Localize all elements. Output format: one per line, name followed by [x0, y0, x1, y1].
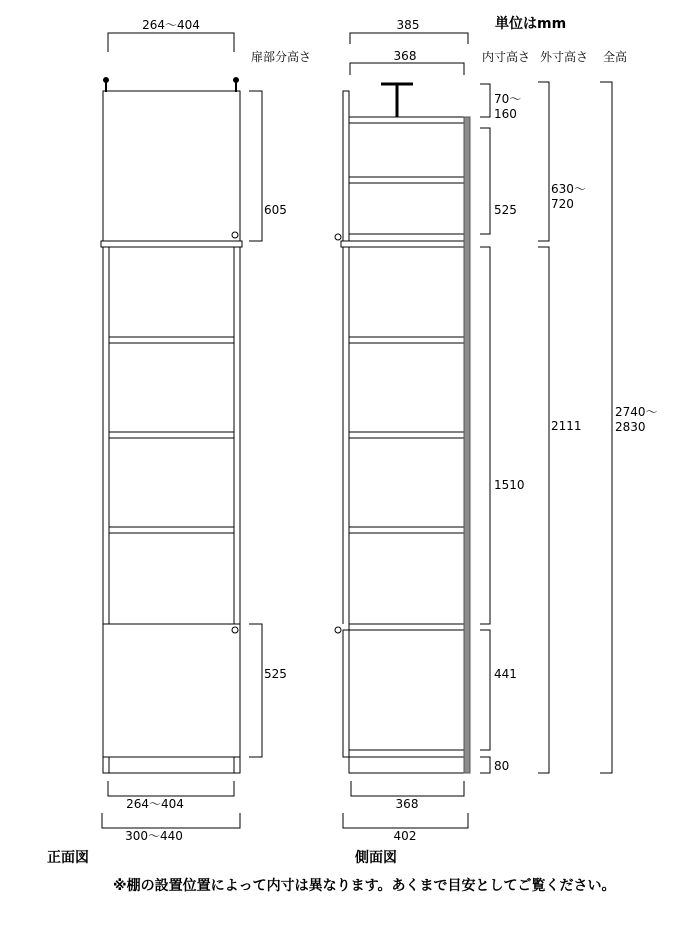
side-top-inner-depth-label: 368 [393, 49, 417, 63]
footnote: ※棚の設置位置によって内寸は異なります。あくまで目安としてご覧ください。 [113, 878, 616, 894]
inner-upper-label: 525 [494, 203, 517, 217]
inner-middle-label: 1510 [494, 478, 525, 492]
front-top-width-bracket [108, 33, 234, 52]
total-height-header: 全高 [603, 50, 628, 64]
front-shelf-2 [109, 432, 234, 438]
side-shelf-3 [349, 527, 464, 533]
outer-upper-label-line1: 630～ [551, 182, 586, 196]
side-bottom-outer-depth-label: 402 [393, 829, 417, 843]
side-upper-bottom-panel [349, 234, 464, 241]
side-bottom-outer-bracket [343, 813, 468, 828]
side-view [335, 33, 468, 828]
front-upper-door [103, 91, 240, 241]
unit-label: 単位はmm [495, 16, 567, 32]
inner-adjuster-bracket [480, 84, 490, 117]
front-view [101, 33, 262, 828]
front-bottom-outer-width-label: 300～440 [125, 829, 183, 843]
front-bottom-inner-bracket [108, 781, 234, 796]
side-top-outer-bracket [350, 33, 468, 44]
front-divider-panel [101, 241, 242, 247]
door-height-header: 扉部分高さ [251, 50, 312, 64]
side-bottom-inner-depth-label: 368 [395, 797, 419, 811]
inner-base-bracket [480, 757, 490, 773]
inner-upper-bracket [480, 128, 490, 234]
outer-upper-bracket [538, 82, 549, 241]
outer-lower-label: 2111 [551, 419, 582, 433]
lower-door-height-label: 525 [264, 667, 287, 681]
side-shelf-2 [349, 432, 464, 438]
outer-height-header: 外寸高さ [540, 50, 589, 64]
outer-upper-label-line2: 720 [551, 197, 574, 211]
front-shelf-1 [109, 337, 234, 343]
front-lower-door-height-bracket [249, 624, 262, 757]
inner-lower-label: 441 [494, 667, 517, 681]
inner-adjuster-label-line2: 160 [494, 107, 517, 121]
front-adjuster-right [234, 78, 239, 93]
side-shelf-4 [349, 624, 464, 630]
front-adjuster-left [104, 78, 109, 93]
outer-lower-bracket [538, 247, 549, 773]
front-lower-door [103, 624, 240, 757]
side-plinth [349, 757, 464, 773]
side-upper-shelf [349, 177, 464, 183]
side-lower-door [343, 630, 349, 757]
front-view-caption: 正面図 [47, 850, 89, 866]
side-bottom-inner-bracket [351, 781, 464, 796]
side-shelf-1 [349, 337, 464, 343]
total-height-label-line1: 2740～ [615, 405, 658, 419]
front-bottom-outer-bracket [102, 813, 240, 828]
front-plinth [103, 757, 240, 773]
side-bottom-panel [349, 750, 464, 757]
front-lower-door-knob [232, 627, 238, 633]
side-upper-door [343, 91, 349, 241]
side-upper-door-knob [335, 234, 341, 240]
inner-lower-bracket [480, 630, 490, 750]
front-top-width-label: 264～404 [142, 18, 200, 32]
side-back-panel [464, 117, 470, 773]
front-upper-door-height-bracket [249, 91, 262, 241]
inner-height-header: 内寸高さ [482, 50, 531, 64]
inner-adjuster-label-line1: 70～ [494, 92, 522, 106]
front-upper-door-knob [232, 232, 238, 238]
upper-door-height-label: 605 [264, 203, 287, 217]
total-height-bracket [600, 82, 612, 773]
side-view-caption: 側面図 [355, 850, 397, 866]
side-lower-door-knob [335, 627, 341, 633]
front-bottom-inner-width-label: 264～404 [126, 797, 184, 811]
side-top-inner-bracket [350, 63, 464, 75]
total-height-label-line2: 2830 [615, 420, 646, 434]
side-divider-panel [341, 241, 468, 247]
inner-base-label: 80 [494, 759, 510, 773]
inner-middle-bracket [480, 247, 490, 624]
side-upper-top-panel [349, 117, 464, 123]
side-top-outer-depth-label: 385 [396, 18, 420, 32]
front-shelf-3 [109, 527, 234, 533]
